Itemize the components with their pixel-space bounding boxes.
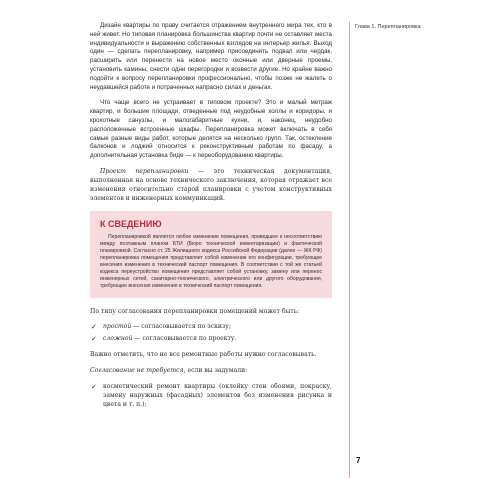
- list-item-text: — согласовывается по проекту.: [132, 335, 237, 343]
- checkmark-icon: ✓: [91, 335, 97, 344]
- term-project: Проект перепланировки: [100, 167, 189, 175]
- info-box: [90, 211, 332, 298]
- running-header: Глава 1. Перепланировка: [355, 24, 421, 30]
- paragraph-intro: Дизайн квартиры по праву считается отражением внутреннего мира тех, кто в ней живет. Но типовая планировка большинства квартир почти не оставляет места индивидуальности и выражению собственных взглядов на интерьер жилья. Выход один — сделать перепланировку, например присоединить подвал или чердак, расширить или перенести на новое место оконные или дверные проемы, установить камины, снести одни перегородки и возвести другие. Но крайне важно подойти к вопросу перепланировки профессионально, чтобы позже не жалеть о неудавшейся работе и потраченных напрасно силах и деньгах.: [90, 22, 332, 91]
- paragraph-typical-project: Что чаще всего не устраивает в типовом проекте? Это и малый метраж квартир, и большие площади, отведенные под неудобные холлы и коридоры, и крохотные санузлы, и малогабаритные кухни, и, наконец, неудобно расположенные встроенные шкафы. Перепланировка может включать в себя самые разные виды работ, которые делятся на несколько групп. Так, остекление балконов и лоджий относится к реконструктивным работам по фасаду, а дополнительная установка биде — к переоборудованию квартиры.: [90, 99, 332, 160]
- term-no-approval: Согласование не требуется: [90, 367, 184, 375]
- list-item: [90, 383, 332, 410]
- no-approval-text: , если вы задумали:: [183, 367, 248, 375]
- list-item-text: — согласовывается по эскизу;: [131, 323, 231, 331]
- info-box-text: Перепланировкой является любое изменение помещения, приведшее к несоответствию между поэтажным планом БТИ (Бюро технической инвентаризации) и фактической планировкой. Согласно ст. 25 Жилищного кодекса Российской Федерации (далее — ЖК РФ) перепланировка помещения представляет собой изменение его конфигурации, требующее внесения изменения в технический паспорт помещения. В соответствии с той же статьей кодекса переустройство помещения представляет собой установку, замену или перенос инженерных сетей, санитарно-технического, электрического или другого оборудования, требующие внесения изменения в технический паспорт помещения.: [100, 233, 322, 289]
- main-column: [90, 22, 332, 417]
- list-item: [90, 323, 332, 332]
- list-item-term: простой: [103, 323, 132, 331]
- definition-text: — это техническая документация, выполненная на основе технического заключения, которая отражает все изменения относительно старой планировки с учетом конструктивных элементов и инженерных коммуникаций.: [90, 167, 332, 202]
- paragraph-no-approval: [90, 367, 332, 376]
- paragraph-project-definition: [90, 168, 332, 204]
- list-item-text: косметический ремонт квартиры (оклейку стен обоями, покраску, замену наружных (фасадных) элементов без изменения рисунка и цвета и т. п.);: [103, 383, 332, 408]
- paragraph-approval-types: По типу согласования перепланировки помещений может быть:: [90, 307, 300, 315]
- paragraph-note: Важно отметить, что не все ремонтные работы нужно согласовывать.: [90, 351, 317, 359]
- page-number: 7: [356, 456, 361, 465]
- checkmark-icon: ✓: [91, 383, 97, 392]
- info-box-title: К СВЕДЕНИЮ: [100, 218, 162, 229]
- approval-types-list: [90, 323, 332, 344]
- list-item: [90, 335, 332, 344]
- no-approval-list: [90, 383, 332, 410]
- checkmark-icon: ✓: [91, 323, 97, 332]
- margin-divider: [349, 22, 350, 478]
- list-item-term: сложной: [103, 335, 133, 343]
